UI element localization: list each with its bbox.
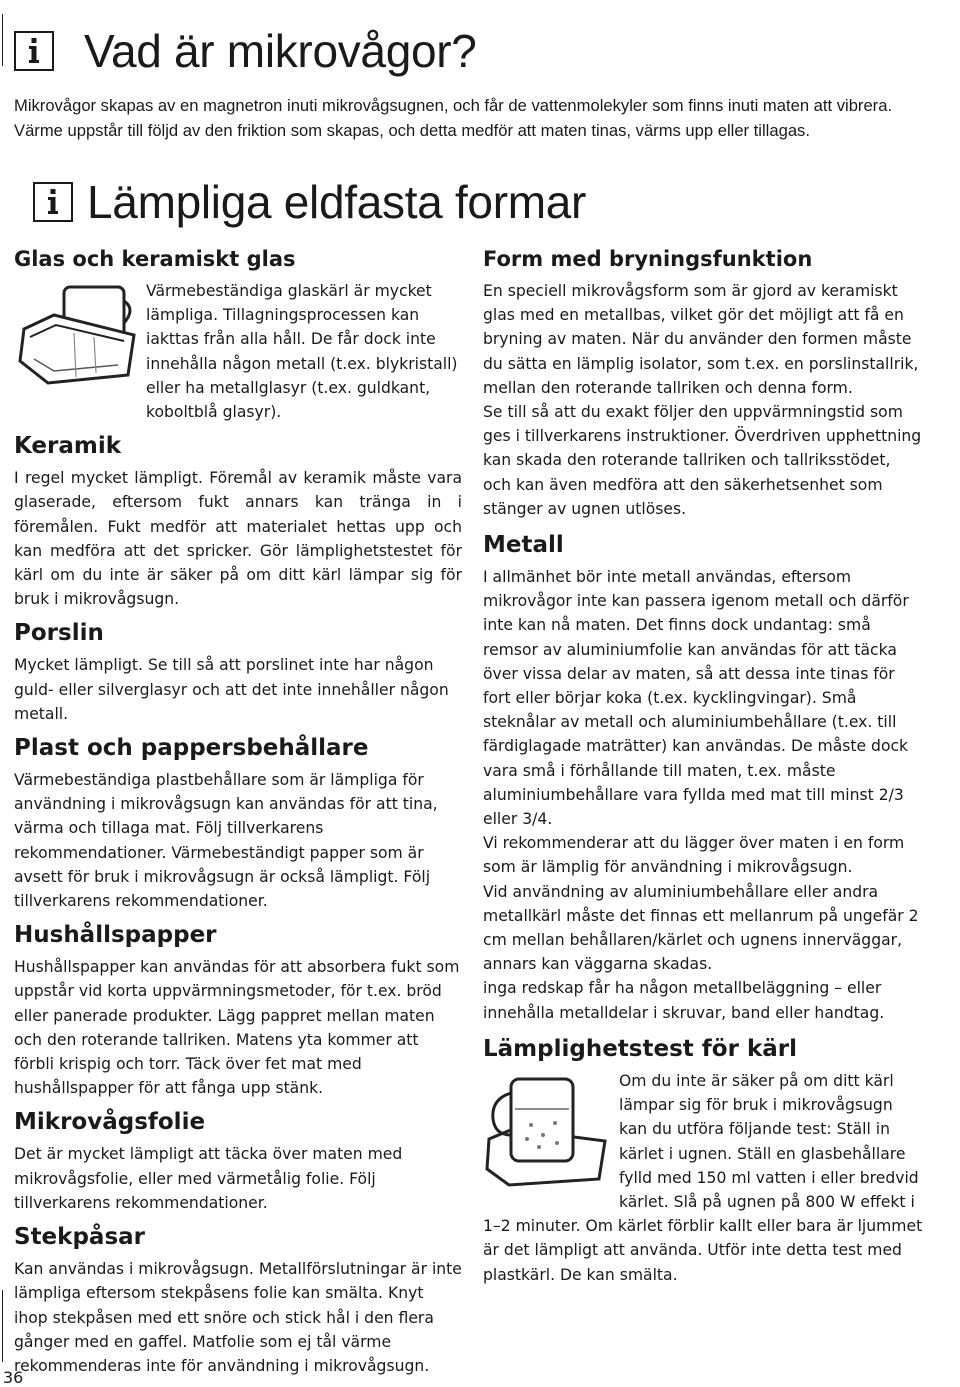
glass-text: Värmebeständiga glaskärl är mycket lämpliga. Tillagningsprocessen kan iakttas från alla håll. De får dock inte innehålla någon metall (t.ex. blykristall) eller ha metallglasyr (t.ex. guldkant, koboltblå glasyr). — [146, 282, 458, 422]
test-text: Om du inte är säker på om ditt kärl lämpar sig för bruk i mikrovågsugn kan du utföra följande test: Ställ in kärlet i ugnen. Ställ en glasbehållare fylld med 150 ml vatten i eller bredvid kärlet. Slå på ugnen på 800 W effekt i 1–2 minuter. Om kärlet förblir kallt eller bara är ljummet är det lämpligt att använda. Utför inte detta test med plastkärl. De kan smälta. — [483, 1071, 923, 1284]
porcelain-heading: Porslin — [14, 620, 104, 647]
metal-text-2: Vi rekommenderar att du lägger över maten i en form som är lämplig för användning i mikrovågsugn. — [483, 834, 905, 877]
ceramic-heading: Keramik — [14, 433, 122, 460]
glass-heading: Glas och keramiskt glas — [14, 247, 296, 271]
info-icon — [14, 31, 54, 71]
film-heading: Mikrovågsfolie — [14, 1109, 206, 1136]
kitchen-paper-text: Hushållspapper kan användas för att absorbera fukt som uppstår vid korta uppvärmningsmetoder, för t.ex. bröd eller panerade produkter. Lägg pappret mellan maten och den roterande tallriken. Matens yta kommer att förbli krispig och torr. Täck över fet mat med hushållspapper för att fånga upp stänk. — [14, 958, 460, 1098]
main-heading: Vad är mikrovågor? — [84, 25, 477, 77]
margin-rule-top — [2, 14, 3, 66]
film-text: Det är mycket lämpligt att täcka över maten med mikrovågsfolie, eller med värmetålig folie. Följ tillverkarens rekommendationer. — [14, 1145, 403, 1212]
test-paragraph — [483, 1069, 923, 1287]
plastic-heading: Plast och pappersbehållare — [14, 735, 369, 762]
browning-text-1: En speciell mikrovågsform som är gjord av keramiskt glas med en metallbas, vilket gör det möjligt att få en bryning av maten. När du använder den formen måste du sätta en lämplig isolator, som t.ex. en porslinstallrik, mellan den roterande tallriken och denna form. — [483, 282, 919, 397]
browning-text-2: Se till så att du exakt följer den uppvärmningstid som ges i tillverkarens instruktioner. Överdriven upphettning kan skada den roterande tallriken och tallriksstödet, och kan även medföra att den säkerhetsenhet som stänger av ugnen utlöses. — [483, 403, 922, 518]
left-column — [14, 243, 462, 1378]
porcelain-text: Mycket lämpligt. Se till så att porslinet inte har någon guld- eller silverglasyr och att det inte innehåller någon metall. — [14, 656, 449, 723]
section-heading: Lämpliga eldfasta formar — [87, 176, 587, 228]
metal-text-1: I allmänhet bör inte metall användas, eftersom mikrovågor inte kan passera igenom metall och därför inte kan nå maten. Det finns dock undantag: små remsor av aluminiumfolie kan användas för att täcka över vissa delar av maten, så att dessa inte tinas för fort eller börjar koka (t.ex. kycklingvingar). Små steknålar av metall och aluminiumbehållare (t.ex. till färdiglagade maträtter) kan användas. De måste dock vara små i förhållande till maten, t.ex. måste aluminiumbehållare vara fyllda med mat till minst 2/3 eller 3/4. — [483, 568, 909, 829]
kitchen-paper-heading: Hushållspapper — [14, 922, 217, 949]
metal-text-4: inga redskap får ha någon metallbeläggning – eller innehålla metalldelar i skruvar, band eller handtag. — [483, 979, 885, 1022]
right-column — [483, 243, 923, 1287]
section-heading-row — [33, 175, 586, 229]
test-heading: Lämplighetstest för kärl — [483, 1035, 797, 1062]
ceramic-text: I regel mycket lämpligt. Föremål av keramik måste vara glaserade, eftersom fukt annars kan tränga in i föremålen. Fukt medför att materialet hettas upp och kan medföra att det spricker. Gör lämplighetstestet för kärl om du inte är säker på om ditt kärl lämpar sig för bruk i mikrovågsugn. — [14, 469, 462, 609]
intro-paragraph: Mikrovågor skapas av en magnetron inuti mikrovågsugnen, och får de vattenmolekyler som finns inuti maten att vibrera. Värme uppstår till följd av den friktion som skapas, och detta medför att maten tinas, värms upp eller tillagas. — [14, 96, 893, 140]
metal-text-3: Vid användning av aluminiumbehållare eller andra metallkärl måste det finnas ett mellanrum på ungefär 2 cm mellan behållaren/kärlet och ugnens innerväggar, annars kan väggarna skadas. — [483, 882, 919, 974]
roasting-bags-heading: Stekpåsar — [14, 1224, 145, 1251]
page-number: 36 — [3, 1368, 24, 1387]
glass-paragraph — [14, 279, 462, 424]
margin-rule-bottom — [2, 1290, 3, 1362]
main-heading-row — [14, 24, 477, 78]
metal-heading: Metall — [483, 532, 564, 559]
info-icon — [33, 182, 73, 222]
test-illustration — [483, 1069, 611, 1194]
browning-heading: Form med bryningsfunktion — [483, 247, 813, 271]
glassware-illustration — [14, 279, 138, 402]
roasting-bags-text: Kan användas i mikrovågsugn. Metallförslutningar är inte lämpliga eftersom stekpåsens folie kan smälta. Knyt ihop stekpåsen med ett snöre och stick hål i den flera gånger med en gaffel. Matfolie som ej tål värme rekommenderas inte för användning i mikrovågsugn. — [14, 1260, 462, 1375]
plastic-text: Värmebeständiga plastbehållare som är lämpliga för användning i mikrovågsugn kan användas för att tina, värma och tillaga mat. Följ tillverkarens rekommendationer. Värmebeständigt papper som är avsett för bruk i mikrovågsugn är också lämpligt. Följ tillverkarens rekommendationer. — [14, 771, 438, 911]
